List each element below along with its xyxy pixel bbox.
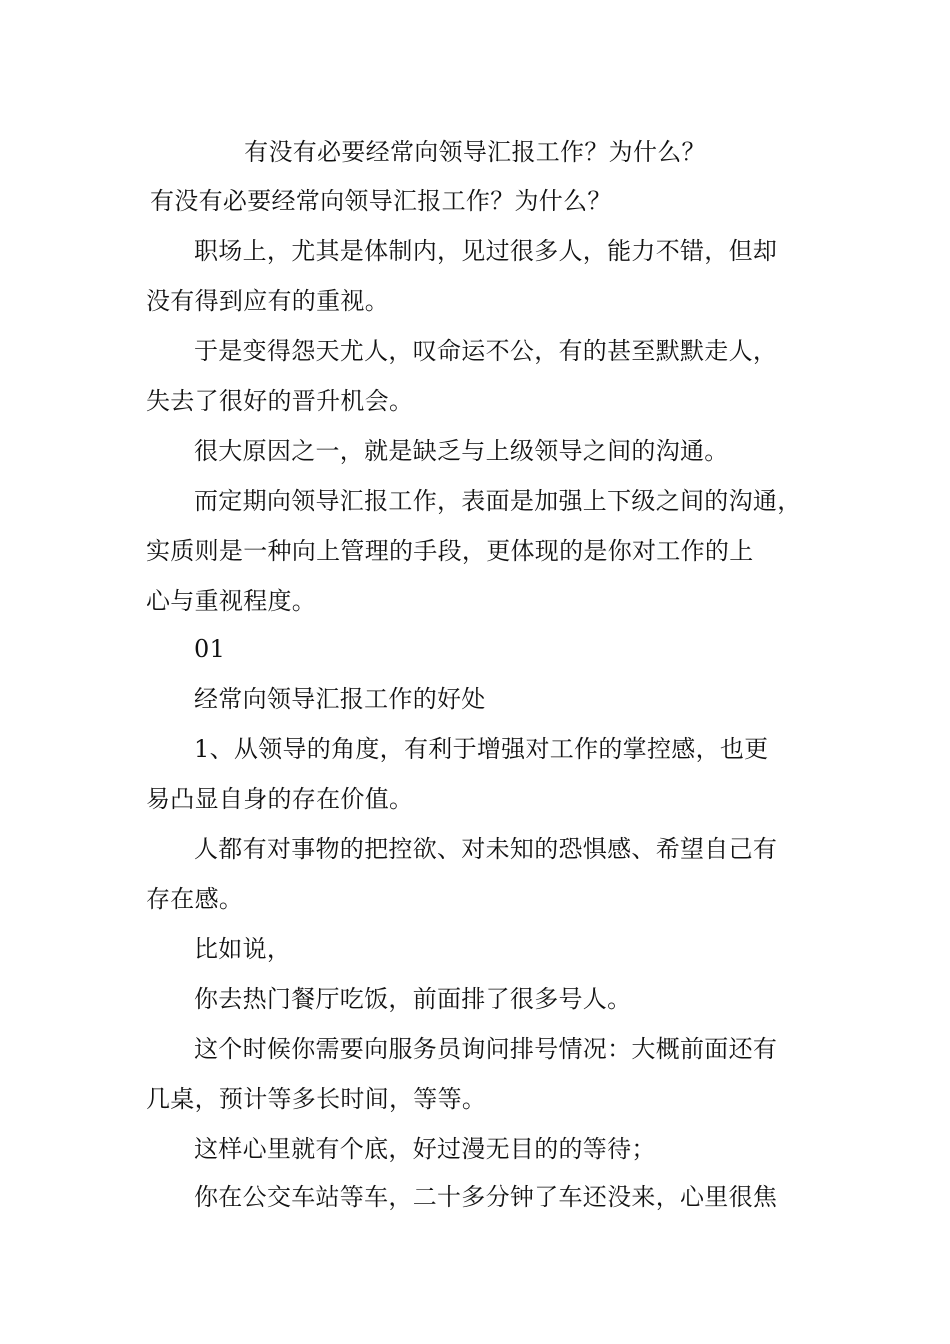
paragraph-line: 失去了很好的晋升机会。 — [146, 387, 414, 415]
paragraph-line: 很大原因之一，就是缺乏与上级领导之间的沟通。 — [194, 437, 729, 465]
paragraph-line: 心与重视程度。 — [146, 587, 317, 615]
paragraph-line: 存在感。 — [146, 885, 244, 913]
paragraph-line: 而定期向领导汇报工作，表面是加强上下级之间的沟通， — [194, 487, 802, 515]
paragraph-line: 1、从领导的角度，有利于增强对工作的掌控感，也更 — [194, 735, 769, 763]
paragraph-line: 实质则是一种向上管理的手段，更体现的是你对工作的上 — [146, 537, 754, 565]
paragraph-line: 几桌，预计等多长时间，等等。 — [146, 1085, 487, 1113]
paragraph-line: 人都有对事物的把控欲、对未知的恐惧感、希望自己有 — [194, 835, 778, 863]
document-subtitle: 有没有必要经常向领导汇报工作？为什么？ — [150, 187, 612, 215]
paragraph-line: 这样心里就有个底，好过漫无目的的等待； — [194, 1135, 656, 1163]
paragraph-line: 你去热门餐厅吃饭，前面排了很多号人。 — [194, 985, 632, 1013]
section-number: 01 — [194, 635, 226, 663]
paragraph-line: 职场上，尤其是体制内，见过很多人，能力不错，但却 — [194, 237, 778, 265]
section-heading: 经常向领导汇报工作的好处 — [194, 685, 486, 713]
paragraph-line: 易凸显自身的存在价值。 — [146, 785, 414, 813]
paragraph-line: 你在公交车站等车，二十多分钟了车还没来，心里很焦 — [194, 1183, 778, 1211]
paragraph-line: 比如说， — [194, 935, 292, 963]
paragraph-line: 没有得到应有的重视。 — [146, 287, 389, 315]
paragraph-line: 于是变得怨天尤人，叹命运不公，有的甚至默默走人， — [194, 337, 778, 365]
document-title: 有没有必要经常向领导汇报工作？为什么？ — [244, 138, 706, 166]
paragraph-line: 这个时候你需要向服务员询问排号情况：大概前面还有 — [194, 1035, 778, 1063]
